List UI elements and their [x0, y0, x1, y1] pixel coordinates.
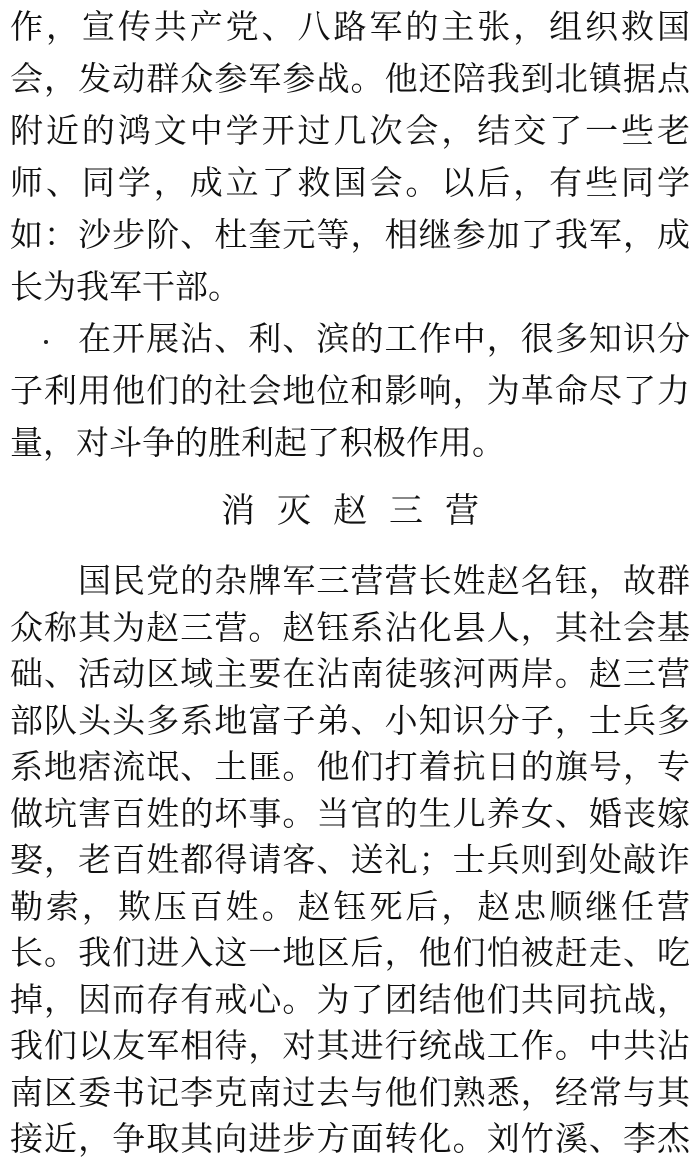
text-line: 长。我们进入这一地区后，他们怕被赶走、吃 — [10, 933, 690, 972]
print-speck — [44, 340, 48, 344]
text-line: 如：沙步阶、杜奎元等，相继参加了我军，成 — [10, 215, 690, 254]
text-line: 众称其为赵三营。赵钰系沾化县人，其社会基 — [10, 607, 690, 647]
text-line: 勒索，欺压百姓。赵钰死后，赵忠顺继任营 — [10, 886, 690, 926]
text-line: 接近，争取其向进步方面转化。刘竹溪、李杰 — [10, 1119, 690, 1158]
text-line: 础、活动区域主要在沾南徒骇河两岸。赵三营 — [10, 654, 690, 693]
text-line: 娶，老百姓都得请客、送礼；士兵则到处敲诈 — [10, 840, 690, 879]
text-line: 会，发动群众参军参战。他还陪我到北镇据点 — [10, 59, 690, 98]
text-line: 长为我军干部。 — [10, 267, 241, 306]
text-line: 我们以友军相待，对其进行统战工作。中共沾 — [10, 1026, 690, 1065]
text-line: 掉，因而存有戒心。为了团结他们共同抗战， — [10, 979, 690, 1019]
text-line: 附近的鸿文中学开过几次会，结交了一些老 — [10, 111, 690, 150]
section-title: 消灭赵三营 — [221, 491, 501, 531]
text-line: 国民党的杂牌军三营营长姓赵名钰，故群 — [78, 561, 690, 600]
text-line: 子利用他们的社会地位和影响，为革命尽了力 — [10, 371, 690, 410]
text-line: 作，宣传共产党、八路军的主张，组织救国 — [10, 7, 690, 46]
text-line: 部队头头多系地富子弟、小知识分子，士兵多 — [10, 700, 690, 740]
text-line: 做坑害百姓的坏事。当官的生儿养女、婚丧嫁 — [10, 793, 690, 833]
text-line: 量，对斗争的胜利起了积极作用。 — [10, 423, 505, 462]
text-line: 师、同学，成立了救国会。以后，有些同学 — [10, 163, 690, 202]
text-line: 南区委书记李克南过去与他们熟悉，经常与其 — [10, 1072, 690, 1112]
text-line: 系地痞流氓、土匪。他们打着抗日的旗号，专 — [10, 747, 690, 786]
text-line: 在开展沾、利、滨的工作中，很多知识分 — [78, 319, 690, 358]
